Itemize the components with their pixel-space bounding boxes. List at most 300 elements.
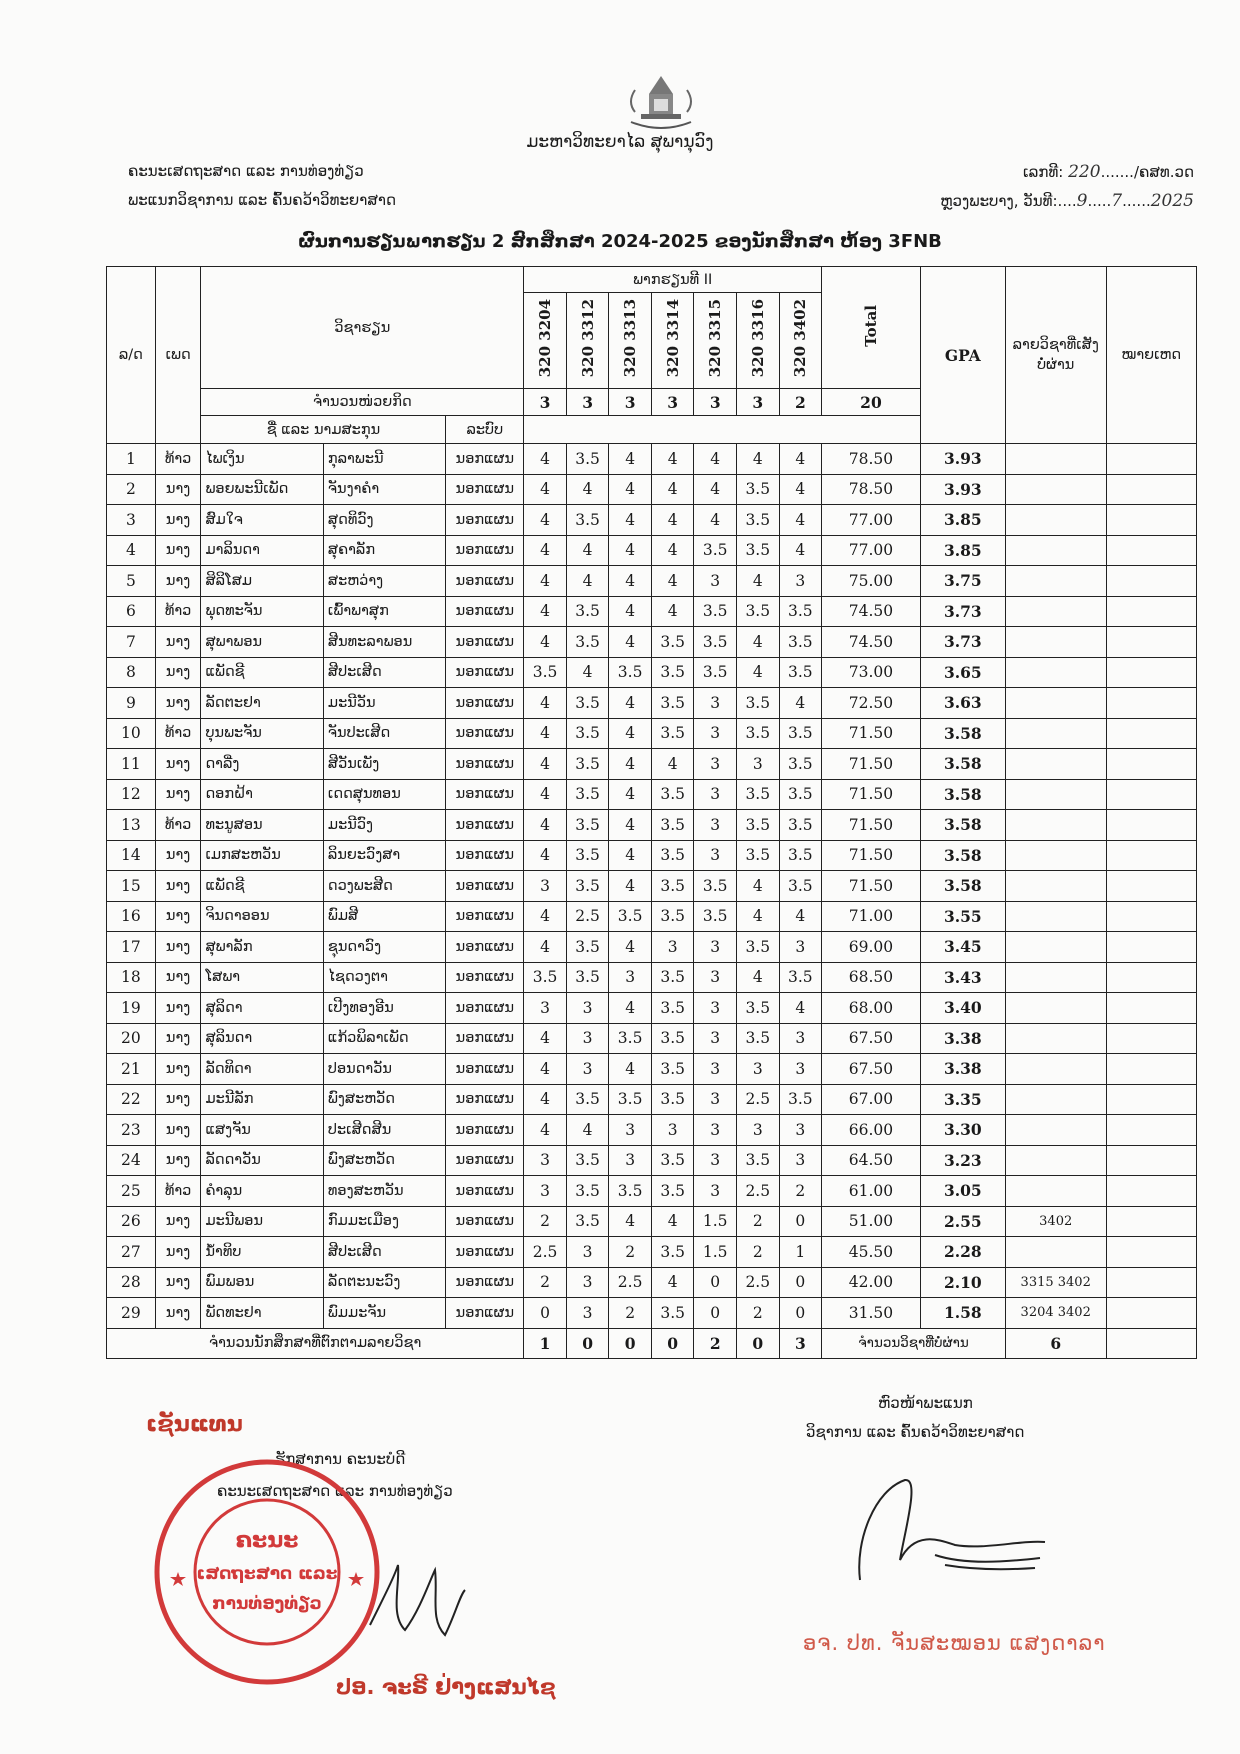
grade-cell: 4 [651,474,694,505]
place-date: ຫຼວງພະບາງ, ວັນທີ:....9.....7......2025 [940,191,1194,211]
gender: ນາງ [155,1084,201,1115]
last-name: ພົມສີ [323,901,445,932]
total-score: 67.50 [822,1023,921,1054]
last-name: ສຸດທິວົງ [323,505,445,536]
study-program: ນອກແຜນ [446,688,524,719]
remark-cell [1106,932,1196,963]
grade-cell: 3 [694,566,737,597]
failed-courses [1005,718,1106,749]
grade-cell: 4 [524,505,567,536]
grade-cell: 4 [694,444,737,475]
last-name: ຊຸນດາວົງ [323,932,445,963]
total-score: 66.00 [822,1115,921,1146]
total-score: 67.00 [822,1084,921,1115]
remark-cell [1106,1237,1196,1268]
course-code: 320 3204 [524,293,567,389]
grade-cell: 3 [779,1054,822,1085]
summary-count: 0 [737,1328,780,1358]
grade-cell: 3 [694,1084,737,1115]
grade-cell: 4 [609,779,652,810]
remark-cell [1106,1023,1196,1054]
grade-cell: 3 [694,810,737,841]
table-row [107,779,1197,810]
table-row [107,932,1197,963]
grade-cell: 3 [737,749,780,780]
grade-cell: 3 [651,1115,694,1146]
grade-cell: 3.5 [566,444,609,475]
grade-cell: 3.5 [779,718,822,749]
credits-total: 20 [822,389,921,416]
last-name: ລັດຕະນະວົງ [323,1267,445,1298]
grade-cell: 3.5 [779,596,822,627]
signed-on-behalf-label: ເຊັນແທນ [146,1412,243,1437]
grade-cell: 4 [609,840,652,871]
grade-cell: 3.5 [651,1298,694,1329]
total-score: 42.00 [822,1267,921,1298]
study-program: ນອກແຜນ [446,779,524,810]
grade-cell: 3.5 [609,1084,652,1115]
grade-cell: 4 [737,871,780,902]
last-name: ມະນີວັນ [323,688,445,719]
total-score: 78.50 [822,474,921,505]
grade-cell: 3.5 [651,1237,694,1268]
first-name: ດາລີ່ງ [201,749,323,780]
grades-table [106,266,1197,1359]
grade-cell: 4 [524,1084,567,1115]
row-number: 21 [107,1054,156,1085]
grade-cell: 4 [694,505,737,536]
summary-count: 3 [779,1328,822,1358]
grade-cell: 4 [651,749,694,780]
credit-value: 3 [609,389,652,416]
grade-cell: 4 [524,810,567,841]
table-row [107,627,1197,658]
grade-cell: 3.5 [737,718,780,749]
gpa-value: 2.28 [920,1237,1005,1268]
table-row [107,1206,1197,1237]
table-row [107,901,1197,932]
gender: ນາງ [155,932,201,963]
gpa-value: 3.75 [920,566,1005,597]
gpa-value: 3.63 [920,688,1005,719]
last-name: ເດດສຸນທອນ [323,779,445,810]
summary-failed-value: 6 [1005,1328,1106,1358]
row-number: 4 [107,535,156,566]
grade-cell: 3.5 [566,779,609,810]
gender: ນາງ [155,1206,201,1237]
grade-cell: 2.5 [737,1084,780,1115]
first-name: ພອຍພະນີເພັດ [201,474,323,505]
gpa-value: 3.93 [920,444,1005,475]
last-name: ແກ້ວພິລາເພັດ [323,1023,445,1054]
first-name: ໄພເງິນ [201,444,323,475]
grade-cell: 4 [566,566,609,597]
remark-cell [1106,566,1196,597]
grade-cell: 4 [779,474,822,505]
grade-cell: 3.5 [737,810,780,841]
failed-courses [1005,962,1106,993]
grade-cell: 2 [737,1206,780,1237]
gender: ທ້າວ [155,444,201,475]
gender: ທ້າວ [155,718,201,749]
summary-count: 0 [609,1328,652,1358]
study-program: ນອກແຜນ [446,505,524,536]
grade-cell: 3 [566,1054,609,1085]
grade-cell: 1.5 [694,1206,737,1237]
department-name: ພະແນກວິຊາການ ແລະ ຄົ້ນຄວ້າວິທະຍາສາດ [128,191,397,209]
grade-cell: 3 [737,1054,780,1085]
summary-count: 1 [524,1328,567,1358]
remark-cell [1106,840,1196,871]
first-name: ແພັດຊີ [201,871,323,902]
gpa-value: 3.45 [920,932,1005,963]
first-name: ພົມພອນ [201,1267,323,1298]
summary-row [107,1328,1197,1358]
total-score: 71.50 [822,779,921,810]
last-name: ສີປະເສີດ [323,1237,445,1268]
grade-cell: 3 [524,1176,567,1207]
grade-cell: 3.5 [737,993,780,1024]
remark-cell [1106,993,1196,1024]
grade-cell: 2 [609,1237,652,1268]
last-name: ສະຫວ່າງ [323,566,445,597]
grade-cell: 0 [779,1267,822,1298]
grade-cell: 4 [651,535,694,566]
remark-cell [1106,535,1196,566]
gender: ທ້າວ [155,810,201,841]
last-name: ສີວັນເພັງ [323,749,445,780]
grade-cell: 3.5 [737,932,780,963]
grade-cell: 3 [737,1115,780,1146]
table-row [107,962,1197,993]
credits-label: ຈຳນວນໜ່ວຍກິດ [201,389,524,416]
grade-cell: 3.5 [779,627,822,658]
failed-courses [1005,688,1106,719]
table-row [107,474,1197,505]
grade-cell: 3.5 [651,718,694,749]
grade-cell: 4 [779,444,822,475]
grade-cell: 3 [609,962,652,993]
grade-cell: 4 [609,535,652,566]
failed-courses [1005,444,1106,475]
grade-cell: 3.5 [566,871,609,902]
grade-cell: 3.5 [651,871,694,902]
first-name: ທະນູສອນ [201,810,323,841]
first-name: ສຸພາພອນ [201,627,323,658]
row-number: 29 [107,1298,156,1329]
gender: ນາງ [155,535,201,566]
study-program: ນອກແຜນ [446,627,524,658]
last-name: ມະນີວົງ [323,810,445,841]
grade-cell: 4 [779,535,822,566]
grade-cell: 3 [779,566,822,597]
failed-courses [1005,1115,1106,1146]
total-score: 71.00 [822,901,921,932]
grade-cell: 4 [609,688,652,719]
grade-cell: 3 [779,1023,822,1054]
gender: ທ້າວ [155,1176,201,1207]
first-name: ລັດທິດາ [201,1054,323,1085]
row-number: 27 [107,1237,156,1268]
grade-cell: 4 [737,901,780,932]
first-name: ລັດດາວັນ [201,1145,323,1176]
grade-cell: 4 [737,444,780,475]
gender: ນາງ [155,1298,201,1329]
credit-value: 3 [566,389,609,416]
grade-cell: 3.5 [566,718,609,749]
last-name: ສີນທະລາພອນ [323,627,445,658]
grade-cell: 4 [694,474,737,505]
grade-cell: 4 [524,688,567,719]
gpa-value: 3.85 [920,505,1005,536]
date-day: 9 [1076,191,1088,211]
gpa-value: 3.55 [920,901,1005,932]
grade-cell: 4 [566,657,609,688]
grade-cell: 4 [566,474,609,505]
grade-cell: 4 [609,596,652,627]
summary-label: ຈຳນວນນັກສຶກສາທີ່ຕົກຕາມລາຍວິຊາ [107,1328,524,1358]
table-row [107,657,1197,688]
grade-cell: 3.5 [737,1023,780,1054]
first-name: ແພັດຊີ [201,657,323,688]
first-name: ພຸດທະຈັນ [201,596,323,627]
grade-cell: 3.5 [779,810,822,841]
failed-courses [1005,749,1106,780]
gender: ນາງ [155,1115,201,1146]
course-code: 320 3313 [609,293,652,389]
gender: ນາງ [155,566,201,597]
row-number: 1 [107,444,156,475]
grade-cell: 4 [524,474,567,505]
study-program: ນອກແຜນ [446,1054,524,1085]
grade-cell: 4 [651,1267,694,1298]
gpa-value: 3.05 [920,1176,1005,1207]
last-name: ພົງສະຫວັດ [323,1084,445,1115]
last-name: ໄຊດວງຕາ [323,962,445,993]
failed-courses [1005,932,1106,963]
faculty-name: ຄະນະເສດຖະສາດ ແລະ ການທ່ອງທ່ຽວ [128,162,364,180]
course-code: 320 3312 [566,293,609,389]
row-number: 13 [107,810,156,841]
last-name: ສີປະເສີດ [323,657,445,688]
col-header-gender: ເພດ [155,267,201,444]
grade-cell: 4 [779,993,822,1024]
gpa-value: 3.58 [920,779,1005,810]
gpa-value: 3.38 [920,1054,1005,1085]
table-row [107,688,1197,719]
failed-courses [1005,840,1106,871]
grade-cell: 4 [651,596,694,627]
grade-cell: 3 [694,1145,737,1176]
last-name: ປອນດາວັນ [323,1054,445,1085]
remark-cell [1106,901,1196,932]
remark-cell [1106,718,1196,749]
total-score: 71.50 [822,810,921,841]
remark-cell [1106,1054,1196,1085]
first-name: ຄຳລຸນ [201,1176,323,1207]
first-name: ນ້ຳທິບ [201,1237,323,1268]
grade-cell: 3.5 [651,1084,694,1115]
study-program: ນອກແຜນ [446,535,524,566]
failed-courses: 3315 3402 [1005,1267,1106,1298]
grade-cell: 3.5 [566,810,609,841]
official-stamp-icon [150,1455,385,1690]
failed-courses [1005,901,1106,932]
first-name: ສຸລິນດາ [201,1023,323,1054]
study-program: ນອກແຜນ [446,749,524,780]
grade-cell: 3.5 [737,474,780,505]
grade-cell: 3.5 [566,840,609,871]
row-number: 15 [107,871,156,902]
doc-no-label: ເລກທີ: [1023,163,1064,181]
grade-cell: 3.5 [566,1084,609,1115]
name-label: ຊື່ ແລະ ນາມສະກຸນ [201,416,446,444]
failed-courses [1005,505,1106,536]
first-name: ຈິນດາອອນ [201,901,323,932]
first-name: ພັດທະຢາ [201,1298,323,1329]
gender: ນາງ [155,505,201,536]
gender: ນາງ [155,962,201,993]
row-number: 9 [107,688,156,719]
gpa-value: 3.58 [920,718,1005,749]
grade-cell: 4 [609,474,652,505]
gpa-value: 3.43 [920,962,1005,993]
gpa-value: 2.10 [920,1267,1005,1298]
table-row [107,505,1197,536]
total-score: 73.00 [822,657,921,688]
grade-cell: 4 [609,505,652,536]
place-date-label: ຫຼວງພະບາງ, ວັນທີ: [940,192,1058,210]
gpa-value: 3.65 [920,657,1005,688]
study-program: ນອກແຜນ [446,1084,524,1115]
grade-cell: 3.5 [737,596,780,627]
grade-cell: 4 [651,444,694,475]
gpa-value: 3.58 [920,749,1005,780]
grade-cell: 4 [779,901,822,932]
gender: ນາງ [155,627,201,658]
grade-cell: 1 [779,1237,822,1268]
grade-cell: 3 [694,718,737,749]
grade-cell: 2 [609,1298,652,1329]
summary-count: 0 [651,1328,694,1358]
table-row [107,1115,1197,1146]
row-number: 26 [107,1206,156,1237]
remark-cell [1106,1267,1196,1298]
grade-cell: 3.5 [566,1176,609,1207]
study-program: ນອກແຜນ [446,474,524,505]
grade-cell: 4 [737,627,780,658]
grade-cell: 3 [566,1023,609,1054]
grade-cell: 3.5 [694,901,737,932]
total-score: 67.50 [822,1054,921,1085]
grade-cell: 4 [609,871,652,902]
table-row [107,810,1197,841]
grade-cell: 3 [694,688,737,719]
grade-cell: 3 [566,1298,609,1329]
grade-cell: 3.5 [566,627,609,658]
row-number: 12 [107,779,156,810]
grade-cell: 3 [524,871,567,902]
total-score: 72.50 [822,688,921,719]
left-signer-title: ຮັກສາການ ຄະນະບໍດີ [275,1450,406,1468]
first-name: ແສງຈັນ [201,1115,323,1146]
grade-cell: 3 [524,993,567,1024]
total-score: 69.00 [822,932,921,963]
grade-cell: 2.5 [609,1267,652,1298]
gender: ນາງ [155,1237,201,1268]
grade-cell: 3.5 [651,688,694,719]
row-number: 7 [107,627,156,658]
grade-cell: 4 [524,535,567,566]
row-number: 25 [107,1176,156,1207]
gpa-value: 3.85 [920,535,1005,566]
grade-cell: 3.5 [609,901,652,932]
course-code: 320 3316 [737,293,780,389]
last-name: ກຸລາພະນີ [323,444,445,475]
grade-cell: 0 [694,1298,737,1329]
study-program: ນອກແຜນ [446,1206,524,1237]
failed-courses: 3402 [1005,1206,1106,1237]
failed-courses [1005,871,1106,902]
gender: ນາງ [155,779,201,810]
right-signer-title: ຫົວໜ້າພະແນກ [878,1394,973,1412]
grade-cell: 4 [609,932,652,963]
remark-cell [1106,779,1196,810]
grade-cell: 3 [609,1145,652,1176]
study-program: ນອກແຜນ [446,596,524,627]
grade-cell: 4 [524,1115,567,1146]
grade-cell: 4 [524,901,567,932]
grade-cell: 1.5 [694,1237,737,1268]
gpa-value: 3.35 [920,1084,1005,1115]
grade-cell: 3.5 [694,596,737,627]
grade-cell: 3.5 [651,1023,694,1054]
total-score: 45.50 [822,1237,921,1268]
grade-cell: 4 [609,1054,652,1085]
grade-cell: 3.5 [651,993,694,1024]
grade-cell: 3.5 [651,840,694,871]
table-row [107,993,1197,1024]
grade-cell: 3.5 [609,1176,652,1207]
table-row [107,535,1197,566]
row-number: 22 [107,1084,156,1115]
grade-cell: 4 [737,566,780,597]
summary-failed-label: ຈຳນວນວິຊາທີ່ບໍ່ຜ່ານ [822,1328,1006,1358]
gender: ນາງ [155,1054,201,1085]
row-number: 18 [107,962,156,993]
gender: ນາງ [155,1145,201,1176]
remark-cell [1106,1176,1196,1207]
grade-cell: 3 [694,1176,737,1207]
svg-text:ເສດຖະສາດ ແລະ: ເສດຖະສາດ ແລະ [196,1564,338,1584]
first-name: ສົມໃຈ [201,505,323,536]
col-header-semester: ພາກຮຽນທີ II [524,267,822,293]
grade-cell: 3.5 [566,1145,609,1176]
grade-cell: 4 [524,566,567,597]
study-program: ນອກແຜນ [446,932,524,963]
remark-cell [1106,1115,1196,1146]
total-score: 74.50 [822,627,921,658]
remark-cell [1106,688,1196,719]
study-program: ນອກແຜນ [446,1298,524,1329]
grade-cell: 3 [694,1054,737,1085]
grade-cell: 4 [524,840,567,871]
remark-cell [1106,1145,1196,1176]
remark-cell [1106,474,1196,505]
study-program: ນອກແຜນ [446,840,524,871]
study-program: ນອກແຜນ [446,444,524,475]
failed-courses [1005,596,1106,627]
